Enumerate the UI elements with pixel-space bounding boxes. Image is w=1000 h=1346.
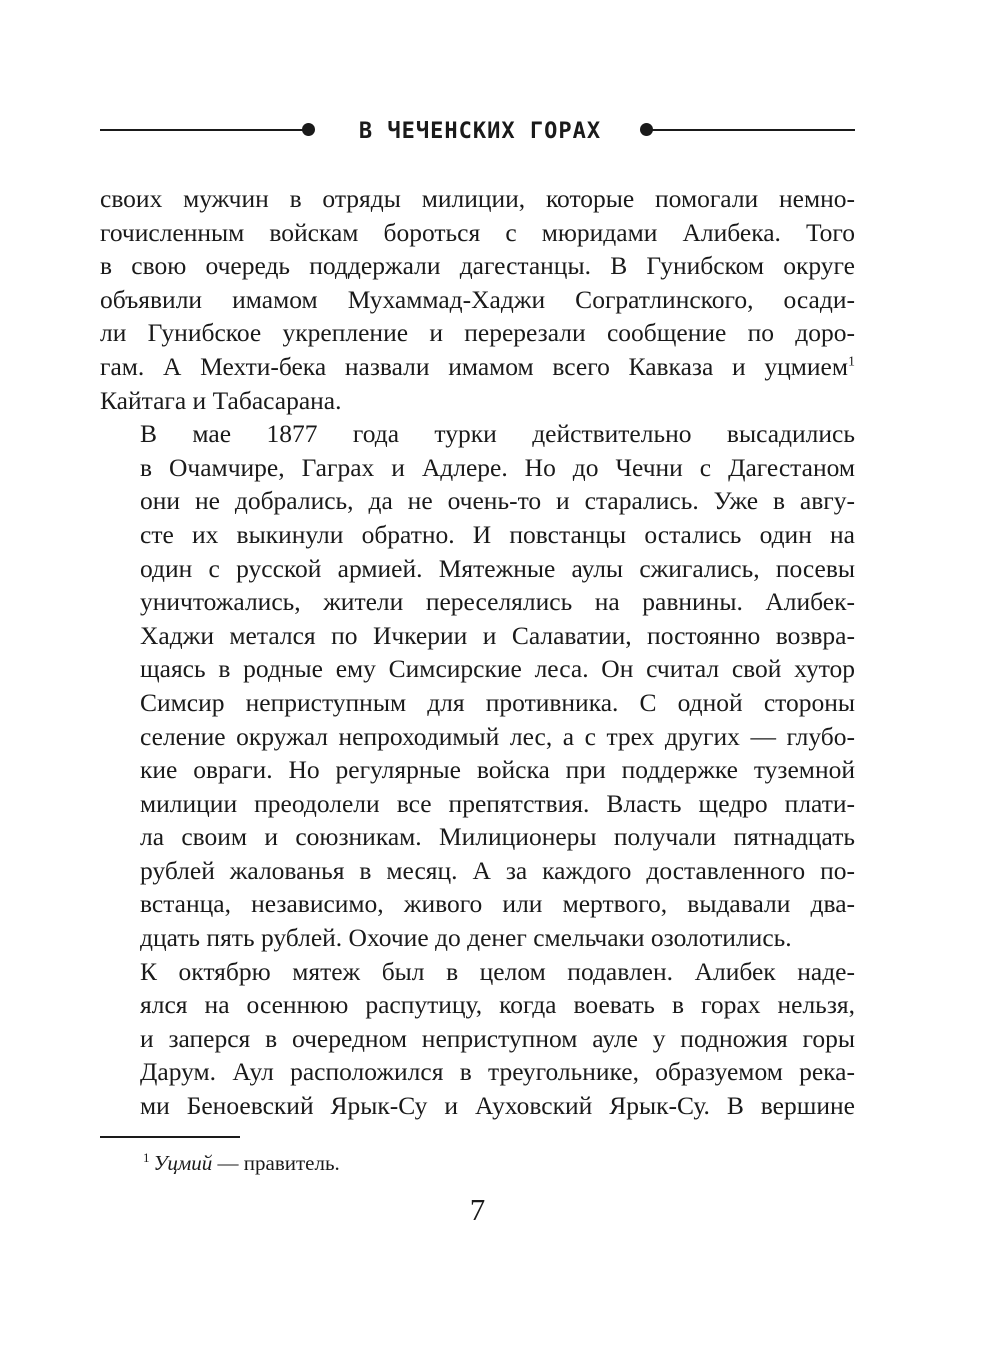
header-rule-left <box>100 129 310 131</box>
text-line: милиции преодолели все препятствия. Власть щедро плати- <box>140 788 855 818</box>
footnote-marker[interactable]: 1 <box>848 354 855 370</box>
text-line: в Очамчире, Гаграх и Адлере. Но до Чечни с Дагестаном <box>140 452 855 482</box>
header-rule-right <box>645 129 855 131</box>
text-line: своих мужчин в отряды милиции, которые помогали немно- <box>100 184 855 213</box>
body-text <box>100 182 855 1123</box>
text-line-with-footnote <box>100 350 855 384</box>
text-line: ла своим и союзникам. Милиционеры получали пятнадцать <box>140 822 855 852</box>
text-line: ми Беноевский Ярык-Су и Ауховский Ярык-Су. В вершине <box>140 1091 855 1121</box>
text-line: щаясь в родные ему Симсирские леса. Он считал свой хутор <box>140 654 855 684</box>
text-line: Хаджи метался по Ичкерии и Салаватии, постоянно возвра- <box>140 620 855 650</box>
chapter-title: В ЧЕЧЕНСКИХ ГОРАХ <box>358 119 602 144</box>
text-line: Дарум. Аул расположился в треугольнике, образуемом река- <box>140 1057 855 1087</box>
paragraph-3 <box>100 955 855 1123</box>
text-line: гочисленным войскам бороться с мюридами Алибека. Того <box>100 217 855 247</box>
text-line: ялся на осеннюю распутицу, когда воевать в горах нельзя, <box>140 990 855 1020</box>
paragraph-2 <box>100 417 855 955</box>
footnote-definition: — правитель. <box>212 1151 340 1175</box>
text-line: кие овраги. Но регулярные войска при поддержке туземной <box>140 755 855 785</box>
text-line: встанца, независимо, живого или мертвого, выдавали два- <box>140 889 855 919</box>
text-line: сте их выкинули обратно. И повстанцы остались один на <box>140 519 855 549</box>
text-line: один с русской армией. Мятежные аулы сжигались, посевы <box>140 553 855 583</box>
text-line: В мае 1877 года турки действительно высадились <box>140 419 855 449</box>
header-dot-left <box>302 123 315 136</box>
footnote-number: 1 <box>143 1150 150 1165</box>
running-head <box>100 112 855 148</box>
text-line: Симсир неприступным для противника. С одной стороны <box>140 687 855 717</box>
footnote-separator <box>100 1136 240 1138</box>
text-line: объявили имамом Мухаммад-Хаджи Согратлинского, осади- <box>100 284 855 314</box>
text-line: ли Гунибское укрепление и перерезали сообщение по доро- <box>100 318 855 348</box>
text-line: они не добрались, да не очень-то и старались. Уже в авгу- <box>140 486 855 516</box>
text-line: уничтожались, жители переселялись на равнины. Алибек- <box>140 587 855 617</box>
text-line: дцать пять рублей. Охочие до денег смельчаки озолотились. <box>140 923 792 953</box>
text-line: в свою очередь поддержали дагестанцы. В Гунибском округе <box>100 251 855 281</box>
text-line: гам. А Мехти-бека назвали имамом всего Кавказа и уцмием <box>100 351 848 381</box>
footnote-term: Уцмий <box>153 1151 213 1175</box>
text-line: селение окружал непроходимый лес, а с трех других — глубо- <box>140 721 855 751</box>
text-line: Кайтага и Табасарана. <box>100 385 342 415</box>
footnote <box>143 1148 340 1178</box>
text-line: и заперся в очередном неприступном ауле у подножия горы <box>140 1023 855 1053</box>
page-number: 7 <box>469 1192 486 1227</box>
paragraph-1 <box>100 182 855 417</box>
text-line: К октябрю мятеж был в целом подавлен. Алибек наде- <box>140 956 855 986</box>
text-line: рублей жалованья в месяц. А за каждого доставленного по- <box>140 855 855 885</box>
